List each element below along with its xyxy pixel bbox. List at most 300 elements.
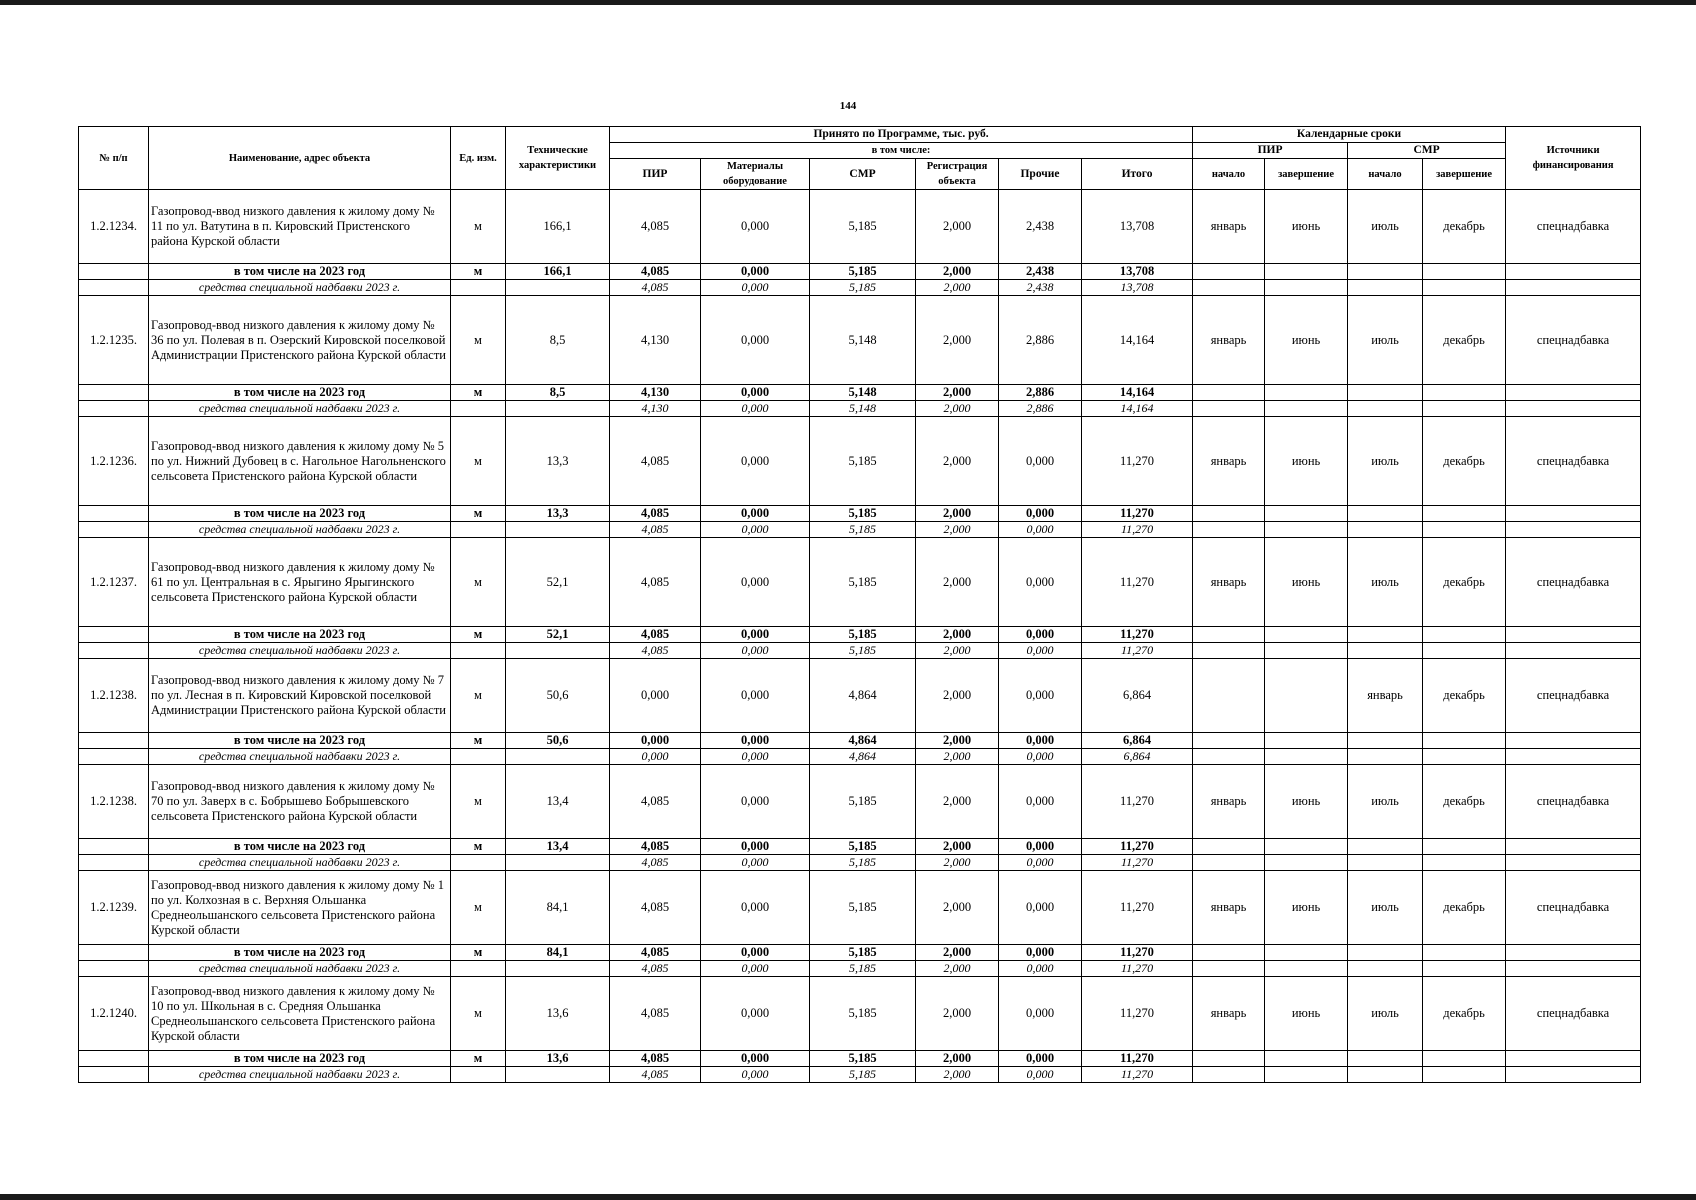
pir-end bbox=[1265, 659, 1348, 733]
other-value: 2,886 bbox=[999, 296, 1082, 385]
table-row bbox=[79, 871, 1641, 945]
funding-smr: 5,185 bbox=[810, 643, 916, 659]
table-row bbox=[79, 659, 1641, 733]
materials-value: 0,000 bbox=[701, 659, 810, 733]
funding-tech bbox=[506, 855, 610, 871]
funding-empty bbox=[1348, 749, 1423, 765]
funding-row bbox=[79, 522, 1641, 538]
pir-start: январь bbox=[1193, 417, 1265, 506]
subtotal-empty bbox=[1193, 506, 1265, 522]
subtotal-empty bbox=[1193, 945, 1265, 961]
header-tech: Технические характеристики bbox=[506, 127, 610, 190]
pir-end: июнь bbox=[1265, 417, 1348, 506]
funding-empty bbox=[1193, 749, 1265, 765]
funding-empty bbox=[1193, 280, 1265, 296]
subtotal-empty bbox=[1348, 1051, 1423, 1067]
header-pir-start: начало bbox=[1193, 159, 1265, 190]
object-name: Газопровод-ввод низкого давления к жилому дому № 7 по ул. Лесная в п. Кировский Кировской поселковой Администрации Пристенского района Курской области bbox=[149, 659, 451, 733]
subtotal-empty bbox=[1193, 264, 1265, 280]
row-number: 1.2.1240. bbox=[79, 977, 149, 1051]
subtotal-pir: 4,085 bbox=[610, 506, 701, 522]
unit: м bbox=[451, 659, 506, 733]
subtotal-pir: 4,085 bbox=[610, 945, 701, 961]
subtotal-unit: м bbox=[451, 385, 506, 401]
pir-start bbox=[1193, 659, 1265, 733]
smr-start: июль bbox=[1348, 190, 1423, 264]
funding-empty bbox=[1506, 1067, 1641, 1083]
funding-empty bbox=[1193, 522, 1265, 538]
other-value: 0,000 bbox=[999, 977, 1082, 1051]
registration-value: 2,000 bbox=[916, 659, 999, 733]
funding-num bbox=[79, 280, 149, 296]
smr-end: декабрь bbox=[1423, 765, 1506, 839]
header-calendar: Календарные сроки bbox=[1193, 127, 1506, 143]
funding-empty bbox=[1348, 522, 1423, 538]
header-including: в том числе: bbox=[610, 143, 1193, 159]
funding-row bbox=[79, 280, 1641, 296]
subtotal-empty bbox=[1348, 506, 1423, 522]
subtotal-registration: 2,000 bbox=[916, 839, 999, 855]
subtotal-registration: 2,000 bbox=[916, 264, 999, 280]
smr-end: декабрь bbox=[1423, 417, 1506, 506]
subtotal-empty bbox=[1193, 839, 1265, 855]
funding-unit bbox=[451, 855, 506, 871]
funding-empty bbox=[1423, 643, 1506, 659]
subtotal-empty bbox=[1506, 385, 1641, 401]
subtotal-empty bbox=[1265, 385, 1348, 401]
row-number: 1.2.1238. bbox=[79, 659, 149, 733]
funding-tech bbox=[506, 961, 610, 977]
registration-value: 2,000 bbox=[916, 296, 999, 385]
subtotal-row bbox=[79, 506, 1641, 522]
funding-total: 11,270 bbox=[1082, 522, 1193, 538]
subtotal-materials: 0,000 bbox=[701, 733, 810, 749]
funding-empty bbox=[1265, 961, 1348, 977]
subtotal-other: 0,000 bbox=[999, 733, 1082, 749]
subtotal-smr: 5,185 bbox=[810, 945, 916, 961]
funding-label: средства специальной надбавки 2023 г. bbox=[149, 1067, 451, 1083]
funding-empty bbox=[1265, 401, 1348, 417]
funding-unit bbox=[451, 1067, 506, 1083]
subtotal-materials: 0,000 bbox=[701, 627, 810, 643]
subtotal-empty bbox=[1265, 506, 1348, 522]
funding-total: 14,164 bbox=[1082, 401, 1193, 417]
funding-num bbox=[79, 961, 149, 977]
header-num: № п/п bbox=[79, 127, 149, 190]
funding-label: средства специальной надбавки 2023 г. bbox=[149, 522, 451, 538]
funding-pir: 4,085 bbox=[610, 280, 701, 296]
funding-unit bbox=[451, 401, 506, 417]
subtotal-empty bbox=[1506, 264, 1641, 280]
funding-empty bbox=[1348, 401, 1423, 417]
funding-label: средства специальной надбавки 2023 г. bbox=[149, 643, 451, 659]
other-value: 2,438 bbox=[999, 190, 1082, 264]
pir-start: январь bbox=[1193, 190, 1265, 264]
tech-value: 52,1 bbox=[506, 538, 610, 627]
table-body bbox=[79, 190, 1641, 1083]
table-row bbox=[79, 190, 1641, 264]
registration-value: 2,000 bbox=[916, 765, 999, 839]
funding-num bbox=[79, 643, 149, 659]
funding-num bbox=[79, 401, 149, 417]
materials-value: 0,000 bbox=[701, 977, 810, 1051]
funding-total: 11,270 bbox=[1082, 961, 1193, 977]
funding-row bbox=[79, 643, 1641, 659]
funding-registration: 2,000 bbox=[916, 401, 999, 417]
subtotal-num bbox=[79, 945, 149, 961]
header-name: Наименование, адрес объекта bbox=[149, 127, 451, 190]
funding-empty bbox=[1506, 961, 1641, 977]
registration-value: 2,000 bbox=[916, 871, 999, 945]
tech-value: 13,3 bbox=[506, 417, 610, 506]
subtotal-empty bbox=[1506, 1051, 1641, 1067]
funding-other: 0,000 bbox=[999, 961, 1082, 977]
table-header bbox=[79, 127, 1641, 190]
subtotal-unit: м bbox=[451, 945, 506, 961]
subtotal-pir: 4,085 bbox=[610, 627, 701, 643]
subtotal-other: 0,000 bbox=[999, 1051, 1082, 1067]
subtotal-smr: 5,185 bbox=[810, 506, 916, 522]
table-row bbox=[79, 765, 1641, 839]
funding-source: спецнадбавка bbox=[1506, 190, 1641, 264]
funding-other: 0,000 bbox=[999, 643, 1082, 659]
smr-start: январь bbox=[1348, 659, 1423, 733]
funding-unit bbox=[451, 522, 506, 538]
funding-unit bbox=[451, 280, 506, 296]
subtotal-materials: 0,000 bbox=[701, 506, 810, 522]
subtotal-smr: 5,185 bbox=[810, 839, 916, 855]
funding-registration: 2,000 bbox=[916, 1067, 999, 1083]
funding-empty bbox=[1265, 855, 1348, 871]
subtotal-empty bbox=[1348, 627, 1423, 643]
subtotal-empty bbox=[1506, 733, 1641, 749]
pir-value: 4,130 bbox=[610, 296, 701, 385]
subtotal-other: 0,000 bbox=[999, 627, 1082, 643]
smr-start: июль bbox=[1348, 765, 1423, 839]
tech-value: 50,6 bbox=[506, 659, 610, 733]
smr-value: 5,148 bbox=[810, 296, 916, 385]
materials-value: 0,000 bbox=[701, 538, 810, 627]
pir-value: 4,085 bbox=[610, 765, 701, 839]
subtotal-unit: м bbox=[451, 1051, 506, 1067]
smr-end: декабрь bbox=[1423, 659, 1506, 733]
subtotal-total: 11,270 bbox=[1082, 506, 1193, 522]
funding-registration: 2,000 bbox=[916, 522, 999, 538]
subtotal-pir: 4,085 bbox=[610, 839, 701, 855]
total-value: 11,270 bbox=[1082, 977, 1193, 1051]
subtotal-num bbox=[79, 1051, 149, 1067]
pir-start: январь bbox=[1193, 977, 1265, 1051]
subtotal-tech: 84,1 bbox=[506, 945, 610, 961]
smr-start: июль bbox=[1348, 296, 1423, 385]
subtotal-registration: 2,000 bbox=[916, 945, 999, 961]
pir-start: январь bbox=[1193, 538, 1265, 627]
subtotal-empty bbox=[1506, 945, 1641, 961]
smr-value: 5,185 bbox=[810, 871, 916, 945]
subtotal-unit: м bbox=[451, 506, 506, 522]
funding-pir: 0,000 bbox=[610, 749, 701, 765]
subtotal-row bbox=[79, 627, 1641, 643]
funding-empty bbox=[1423, 1067, 1506, 1083]
funding-empty bbox=[1506, 749, 1641, 765]
header-pir: ПИР bbox=[610, 159, 701, 190]
subtotal-total: 14,164 bbox=[1082, 385, 1193, 401]
subtotal-row bbox=[79, 264, 1641, 280]
object-name: Газопровод-ввод низкого давления к жилому дому № 1 по ул. Колхозная в с. Верхняя Ольшанка Среднеольшанского сельсовета Пристенского района Курской области bbox=[149, 871, 451, 945]
funding-tech bbox=[506, 522, 610, 538]
subtotal-num bbox=[79, 839, 149, 855]
subtotal-other: 0,000 bbox=[999, 839, 1082, 855]
subtotal-empty bbox=[1423, 627, 1506, 643]
materials-value: 0,000 bbox=[701, 296, 810, 385]
funding-pir: 4,085 bbox=[610, 961, 701, 977]
subtotal-empty bbox=[1423, 506, 1506, 522]
funding-empty bbox=[1348, 280, 1423, 296]
header-cal-pir: ПИР bbox=[1193, 143, 1348, 159]
funding-num bbox=[79, 855, 149, 871]
funding-materials: 0,000 bbox=[701, 749, 810, 765]
funding-source: спецнадбавка bbox=[1506, 765, 1641, 839]
subtotal-label: в том числе на 2023 год bbox=[149, 627, 451, 643]
subtotal-row bbox=[79, 733, 1641, 749]
funding-tech bbox=[506, 749, 610, 765]
smr-value: 4,864 bbox=[810, 659, 916, 733]
subtotal-empty bbox=[1265, 733, 1348, 749]
subtotal-empty bbox=[1193, 733, 1265, 749]
pir-start: январь bbox=[1193, 296, 1265, 385]
subtotal-pir: 4,130 bbox=[610, 385, 701, 401]
object-name: Газопровод-ввод низкого давления к жилому дому № 70 по ул. Заверх в с. Бобрышево Бобрышевского сельсовета Пристенского района Курской области bbox=[149, 765, 451, 839]
pir-end: июнь bbox=[1265, 190, 1348, 264]
subtotal-tech: 8,5 bbox=[506, 385, 610, 401]
header-smr-end: завершение bbox=[1423, 159, 1506, 190]
registration-value: 2,000 bbox=[916, 538, 999, 627]
funding-unit bbox=[451, 643, 506, 659]
materials-value: 0,000 bbox=[701, 190, 810, 264]
subtotal-empty bbox=[1506, 839, 1641, 855]
funding-label: средства специальной надбавки 2023 г. bbox=[149, 961, 451, 977]
subtotal-tech: 13,3 bbox=[506, 506, 610, 522]
funding-empty bbox=[1265, 1067, 1348, 1083]
smr-value: 5,185 bbox=[810, 190, 916, 264]
pir-value: 4,085 bbox=[610, 977, 701, 1051]
funding-label: средства специальной надбавки 2023 г. bbox=[149, 749, 451, 765]
pir-value: 4,085 bbox=[610, 190, 701, 264]
funding-total: 11,270 bbox=[1082, 855, 1193, 871]
subtotal-num bbox=[79, 627, 149, 643]
total-value: 13,708 bbox=[1082, 190, 1193, 264]
pir-end: июнь bbox=[1265, 977, 1348, 1051]
subtotal-registration: 2,000 bbox=[916, 627, 999, 643]
subtotal-other: 0,000 bbox=[999, 506, 1082, 522]
funding-empty bbox=[1193, 961, 1265, 977]
smr-start: июль bbox=[1348, 871, 1423, 945]
smr-end: декабрь bbox=[1423, 977, 1506, 1051]
funding-source: спецнадбавка bbox=[1506, 417, 1641, 506]
smr-value: 5,185 bbox=[810, 765, 916, 839]
row-number: 1.2.1239. bbox=[79, 871, 149, 945]
object-name: Газопровод-ввод низкого давления к жилому дому № 10 по ул. Школьная в с. Средняя Ольшанка Среднеольшанского сельсовета Пристенского района Курской области bbox=[149, 977, 451, 1051]
smr-value: 5,185 bbox=[810, 417, 916, 506]
funding-label: средства специальной надбавки 2023 г. bbox=[149, 280, 451, 296]
funding-row bbox=[79, 1067, 1641, 1083]
subtotal-label: в том числе на 2023 год bbox=[149, 264, 451, 280]
header-materials: Материалы оборудование bbox=[701, 159, 810, 190]
funding-source: спецнадбавка bbox=[1506, 977, 1641, 1051]
subtotal-tech: 166,1 bbox=[506, 264, 610, 280]
subtotal-label: в том числе на 2023 год bbox=[149, 733, 451, 749]
total-value: 11,270 bbox=[1082, 871, 1193, 945]
subtotal-other: 0,000 bbox=[999, 945, 1082, 961]
subtotal-empty bbox=[1348, 385, 1423, 401]
funding-other: 0,000 bbox=[999, 855, 1082, 871]
funding-smr: 5,185 bbox=[810, 961, 916, 977]
subtotal-empty bbox=[1193, 385, 1265, 401]
funding-empty bbox=[1193, 855, 1265, 871]
program-table bbox=[78, 126, 1641, 1083]
funding-empty bbox=[1265, 280, 1348, 296]
tech-value: 8,5 bbox=[506, 296, 610, 385]
funding-source: спецнадбавка bbox=[1506, 871, 1641, 945]
object-name: Газопровод-ввод низкого давления к жилому дому № 11 по ул. Ватутина в п. Кировский Пристенского района Курской области bbox=[149, 190, 451, 264]
subtotal-materials: 0,000 bbox=[701, 1051, 810, 1067]
subtotal-smr: 5,148 bbox=[810, 385, 916, 401]
subtotal-empty bbox=[1506, 627, 1641, 643]
funding-empty bbox=[1423, 280, 1506, 296]
funding-unit bbox=[451, 961, 506, 977]
unit: м bbox=[451, 538, 506, 627]
subtotal-empty bbox=[1423, 385, 1506, 401]
table-row bbox=[79, 417, 1641, 506]
smr-end: декабрь bbox=[1423, 538, 1506, 627]
subtotal-total: 11,270 bbox=[1082, 1051, 1193, 1067]
header-accepted: Принято по Программе, тыс. руб. bbox=[610, 127, 1193, 143]
funding-label: средства специальной надбавки 2023 г. bbox=[149, 401, 451, 417]
header-pir-end: завершение bbox=[1265, 159, 1348, 190]
total-value: 14,164 bbox=[1082, 296, 1193, 385]
funding-registration: 2,000 bbox=[916, 280, 999, 296]
funding-total: 13,708 bbox=[1082, 280, 1193, 296]
pir-end: июнь bbox=[1265, 765, 1348, 839]
other-value: 0,000 bbox=[999, 765, 1082, 839]
subtotal-empty bbox=[1423, 945, 1506, 961]
funding-unit bbox=[451, 749, 506, 765]
subtotal-row bbox=[79, 385, 1641, 401]
subtotal-empty bbox=[1265, 839, 1348, 855]
subtotal-total: 11,270 bbox=[1082, 945, 1193, 961]
object-name: Газопровод-ввод низкого давления к жилому дому № 61 по ул. Центральная в с. Ярыгино Ярыгинского сельсовета Пристенского района Курской области bbox=[149, 538, 451, 627]
funding-registration: 2,000 bbox=[916, 961, 999, 977]
funding-materials: 0,000 bbox=[701, 522, 810, 538]
subtotal-empty bbox=[1423, 733, 1506, 749]
subtotal-row bbox=[79, 1051, 1641, 1067]
pir-value: 4,085 bbox=[610, 871, 701, 945]
total-value: 11,270 bbox=[1082, 538, 1193, 627]
subtotal-row bbox=[79, 839, 1641, 855]
funding-smr: 5,185 bbox=[810, 1067, 916, 1083]
subtotal-materials: 0,000 bbox=[701, 264, 810, 280]
header-sources: Источники финансирования bbox=[1506, 127, 1641, 190]
row-number: 1.2.1237. bbox=[79, 538, 149, 627]
funding-smr: 5,185 bbox=[810, 280, 916, 296]
funding-registration: 2,000 bbox=[916, 749, 999, 765]
pir-value: 0,000 bbox=[610, 659, 701, 733]
funding-empty bbox=[1423, 961, 1506, 977]
unit: м bbox=[451, 765, 506, 839]
smr-start: июль bbox=[1348, 977, 1423, 1051]
subtotal-empty bbox=[1265, 945, 1348, 961]
materials-value: 0,000 bbox=[701, 765, 810, 839]
funding-pir: 4,130 bbox=[610, 401, 701, 417]
subtotal-unit: м bbox=[451, 627, 506, 643]
subtotal-label: в том числе на 2023 год bbox=[149, 839, 451, 855]
total-value: 11,270 bbox=[1082, 765, 1193, 839]
funding-empty bbox=[1265, 643, 1348, 659]
row-number: 1.2.1238. bbox=[79, 765, 149, 839]
funding-empty bbox=[1348, 855, 1423, 871]
funding-empty bbox=[1506, 401, 1641, 417]
subtotal-tech: 13,6 bbox=[506, 1051, 610, 1067]
subtotal-total: 11,270 bbox=[1082, 839, 1193, 855]
funding-empty bbox=[1506, 280, 1641, 296]
subtotal-other: 2,886 bbox=[999, 385, 1082, 401]
funding-materials: 0,000 bbox=[701, 280, 810, 296]
subtotal-empty bbox=[1265, 264, 1348, 280]
subtotal-empty bbox=[1348, 839, 1423, 855]
funding-empty bbox=[1423, 855, 1506, 871]
header-other: Прочие bbox=[999, 159, 1082, 190]
funding-other: 0,000 bbox=[999, 1067, 1082, 1083]
subtotal-materials: 0,000 bbox=[701, 385, 810, 401]
pir-start: январь bbox=[1193, 871, 1265, 945]
subtotal-num bbox=[79, 385, 149, 401]
funding-smr: 4,864 bbox=[810, 749, 916, 765]
table-row bbox=[79, 296, 1641, 385]
funding-tech bbox=[506, 643, 610, 659]
header-registration: Регистрация объекта bbox=[916, 159, 999, 190]
subtotal-total: 13,708 bbox=[1082, 264, 1193, 280]
funding-pir: 4,085 bbox=[610, 855, 701, 871]
smr-end: декабрь bbox=[1423, 190, 1506, 264]
pir-value: 4,085 bbox=[610, 417, 701, 506]
smr-value: 5,185 bbox=[810, 977, 916, 1051]
subtotal-pir: 4,085 bbox=[610, 264, 701, 280]
unit: м bbox=[451, 417, 506, 506]
tech-value: 84,1 bbox=[506, 871, 610, 945]
funding-materials: 0,000 bbox=[701, 961, 810, 977]
subtotal-smr: 5,185 bbox=[810, 627, 916, 643]
subtotal-unit: м bbox=[451, 264, 506, 280]
header-cal-smr: СМР bbox=[1348, 143, 1506, 159]
registration-value: 2,000 bbox=[916, 417, 999, 506]
funding-other: 0,000 bbox=[999, 749, 1082, 765]
subtotal-num bbox=[79, 506, 149, 522]
funding-materials: 0,000 bbox=[701, 643, 810, 659]
smr-value: 5,185 bbox=[810, 538, 916, 627]
subtotal-smr: 5,185 bbox=[810, 264, 916, 280]
subtotal-empty bbox=[1506, 506, 1641, 522]
funding-empty bbox=[1423, 522, 1506, 538]
subtotal-label: в том числе на 2023 год bbox=[149, 1051, 451, 1067]
unit: м bbox=[451, 190, 506, 264]
header-total: Итого bbox=[1082, 159, 1193, 190]
funding-empty bbox=[1506, 643, 1641, 659]
funding-empty bbox=[1193, 1067, 1265, 1083]
funding-empty bbox=[1423, 749, 1506, 765]
funding-pir: 4,085 bbox=[610, 1067, 701, 1083]
subtotal-pir: 0,000 bbox=[610, 733, 701, 749]
header-unit: Ед. изм. bbox=[451, 127, 506, 190]
